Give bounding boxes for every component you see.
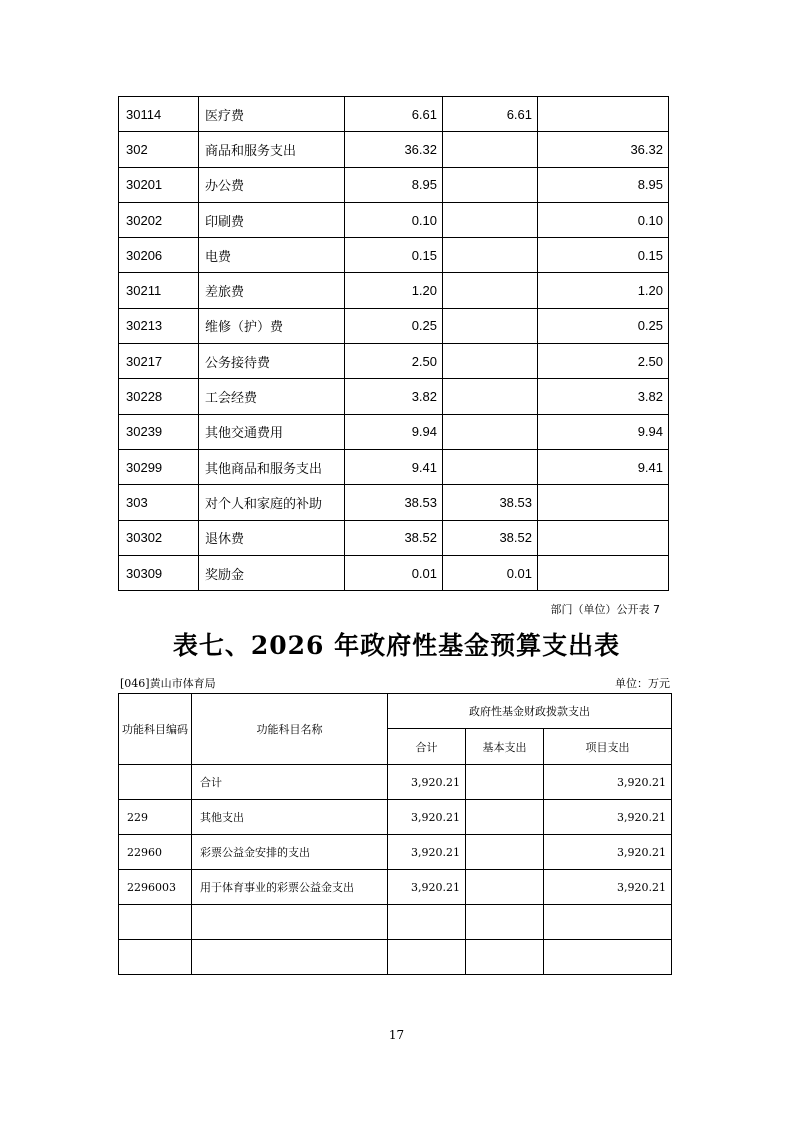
row-name: 商品和服务支出 <box>199 132 345 167</box>
table-row <box>119 97 669 132</box>
row-code: 30302 <box>119 520 199 555</box>
table-row <box>119 449 669 484</box>
row-basic <box>443 379 538 414</box>
row-name: 电费 <box>199 238 345 273</box>
table-row <box>119 555 669 590</box>
organization-label: [046]黄山市体育局 <box>120 677 216 690</box>
row-total: 9.41 <box>345 449 443 484</box>
table-row <box>119 132 669 167</box>
header-name: 功能科目名称 <box>192 694 388 765</box>
row-name: 公务接待费 <box>199 344 345 379</box>
row-project: 3,920.21 <box>544 870 672 905</box>
row-basic <box>466 765 544 800</box>
row-name: 用于体育事业的彩票公益金支出 <box>192 870 388 905</box>
table-row <box>119 800 672 835</box>
row-project <box>544 905 672 940</box>
row-total: 2.50 <box>345 344 443 379</box>
row-basic <box>466 800 544 835</box>
row-project: 2.50 <box>538 344 669 379</box>
row-code: 30211 <box>119 273 199 308</box>
row-basic <box>466 940 544 975</box>
row-code: 30309 <box>119 555 199 590</box>
row-basic <box>443 414 538 449</box>
row-code: 229 <box>119 800 192 835</box>
row-code: 30202 <box>119 202 199 237</box>
row-project: 1.20 <box>538 273 669 308</box>
row-name: 印刷费 <box>199 202 345 237</box>
row-name: 差旅费 <box>199 273 345 308</box>
row-name: 其他商品和服务支出 <box>199 449 345 484</box>
row-total: 0.25 <box>345 308 443 343</box>
row-total: 1.20 <box>345 273 443 308</box>
row-total: 36.32 <box>345 132 443 167</box>
page-title: 表七、2026 年政府性基金预算支出表 <box>172 631 621 660</box>
table-number-note: 部门（单位）公开表 7 <box>550 603 660 616</box>
row-total <box>388 905 466 940</box>
row-name: 医疗费 <box>199 97 345 132</box>
row-code: 2296003 <box>119 870 192 905</box>
expense-detail-table <box>118 96 669 591</box>
row-project: 8.95 <box>538 167 669 202</box>
row-basic <box>443 202 538 237</box>
row-name <box>192 905 388 940</box>
expense-detail-body <box>119 97 669 591</box>
row-total: 3,920.21 <box>388 800 466 835</box>
row-total: 3,920.21 <box>388 870 466 905</box>
row-name: 彩票公益金安排的支出 <box>192 835 388 870</box>
gov-fund-table-header <box>119 694 672 765</box>
row-code: 30299 <box>119 449 199 484</box>
row-basic <box>443 449 538 484</box>
row-basic: 38.52 <box>443 520 538 555</box>
row-basic: 6.61 <box>443 97 538 132</box>
row-total: 6.61 <box>345 97 443 132</box>
row-project <box>538 520 669 555</box>
row-total: 8.95 <box>345 167 443 202</box>
row-project: 36.32 <box>538 132 669 167</box>
row-project: 0.15 <box>538 238 669 273</box>
row-total: 38.53 <box>345 485 443 520</box>
row-basic <box>443 344 538 379</box>
table-row <box>119 167 669 202</box>
row-project <box>538 555 669 590</box>
row-name: 工会经费 <box>199 379 345 414</box>
row-code: 30239 <box>119 414 199 449</box>
row-total: 0.01 <box>345 555 443 590</box>
row-basic: 0.01 <box>443 555 538 590</box>
row-total: 3,920.21 <box>388 835 466 870</box>
row-total: 0.15 <box>345 238 443 273</box>
row-total: 0.10 <box>345 202 443 237</box>
row-project <box>544 940 672 975</box>
row-code <box>119 905 192 940</box>
page-number: 17 <box>388 1028 405 1042</box>
row-basic <box>443 273 538 308</box>
row-name: 维修（护）费 <box>199 308 345 343</box>
row-name: 其他支出 <box>192 800 388 835</box>
row-project: 0.25 <box>538 308 669 343</box>
table-row <box>119 202 669 237</box>
row-name: 退休费 <box>199 520 345 555</box>
row-project <box>538 485 669 520</box>
unit-label: 单位：万元 <box>615 677 670 690</box>
row-total: 3.82 <box>345 379 443 414</box>
table-row <box>119 308 669 343</box>
header-group: 政府性基金财政拨款支出 <box>388 694 672 729</box>
row-code: 22960 <box>119 835 192 870</box>
row-basic: 38.53 <box>443 485 538 520</box>
gov-fund-table-body <box>119 765 672 975</box>
row-project: 9.94 <box>538 414 669 449</box>
header-project: 项目支出 <box>544 729 672 765</box>
header-code: 功能科目编码 <box>119 694 192 765</box>
row-total: 3,920.21 <box>388 765 466 800</box>
row-total <box>388 940 466 975</box>
table-row <box>119 520 669 555</box>
row-name: 其他交通费用 <box>199 414 345 449</box>
table-row <box>119 238 669 273</box>
row-code: 30217 <box>119 344 199 379</box>
row-basic <box>443 167 538 202</box>
table-row <box>119 414 669 449</box>
row-project: 0.10 <box>538 202 669 237</box>
table-row <box>119 379 669 414</box>
row-basic <box>443 132 538 167</box>
row-project: 3.82 <box>538 379 669 414</box>
row-code: 30206 <box>119 238 199 273</box>
row-project <box>538 97 669 132</box>
header-total: 合计 <box>388 729 466 765</box>
row-total: 38.52 <box>345 520 443 555</box>
table-row <box>119 765 672 800</box>
row-name: 办公费 <box>199 167 345 202</box>
table-row <box>119 940 672 975</box>
table-row <box>119 485 669 520</box>
row-basic <box>443 238 538 273</box>
table-row <box>119 905 672 940</box>
header-basic: 基本支出 <box>466 729 544 765</box>
row-code: 30228 <box>119 379 199 414</box>
row-code: 30201 <box>119 167 199 202</box>
row-name <box>192 940 388 975</box>
row-project: 3,920.21 <box>544 765 672 800</box>
row-basic <box>466 870 544 905</box>
row-project: 3,920.21 <box>544 835 672 870</box>
row-basic <box>443 308 538 343</box>
row-code: 30114 <box>119 97 199 132</box>
table-row <box>119 835 672 870</box>
gov-fund-expense-table <box>118 693 672 975</box>
row-name: 合计 <box>192 765 388 800</box>
row-basic <box>466 905 544 940</box>
row-project: 3,920.21 <box>544 800 672 835</box>
row-code: 302 <box>119 132 199 167</box>
row-code <box>119 940 192 975</box>
row-code: 303 <box>119 485 199 520</box>
table-row <box>119 273 669 308</box>
row-name: 对个人和家庭的补助 <box>199 485 345 520</box>
row-project: 9.41 <box>538 449 669 484</box>
row-name: 奖励金 <box>199 555 345 590</box>
table-row <box>119 344 669 379</box>
row-total: 9.94 <box>345 414 443 449</box>
table-row <box>119 870 672 905</box>
row-code <box>119 765 192 800</box>
row-basic <box>466 835 544 870</box>
row-code: 30213 <box>119 308 199 343</box>
